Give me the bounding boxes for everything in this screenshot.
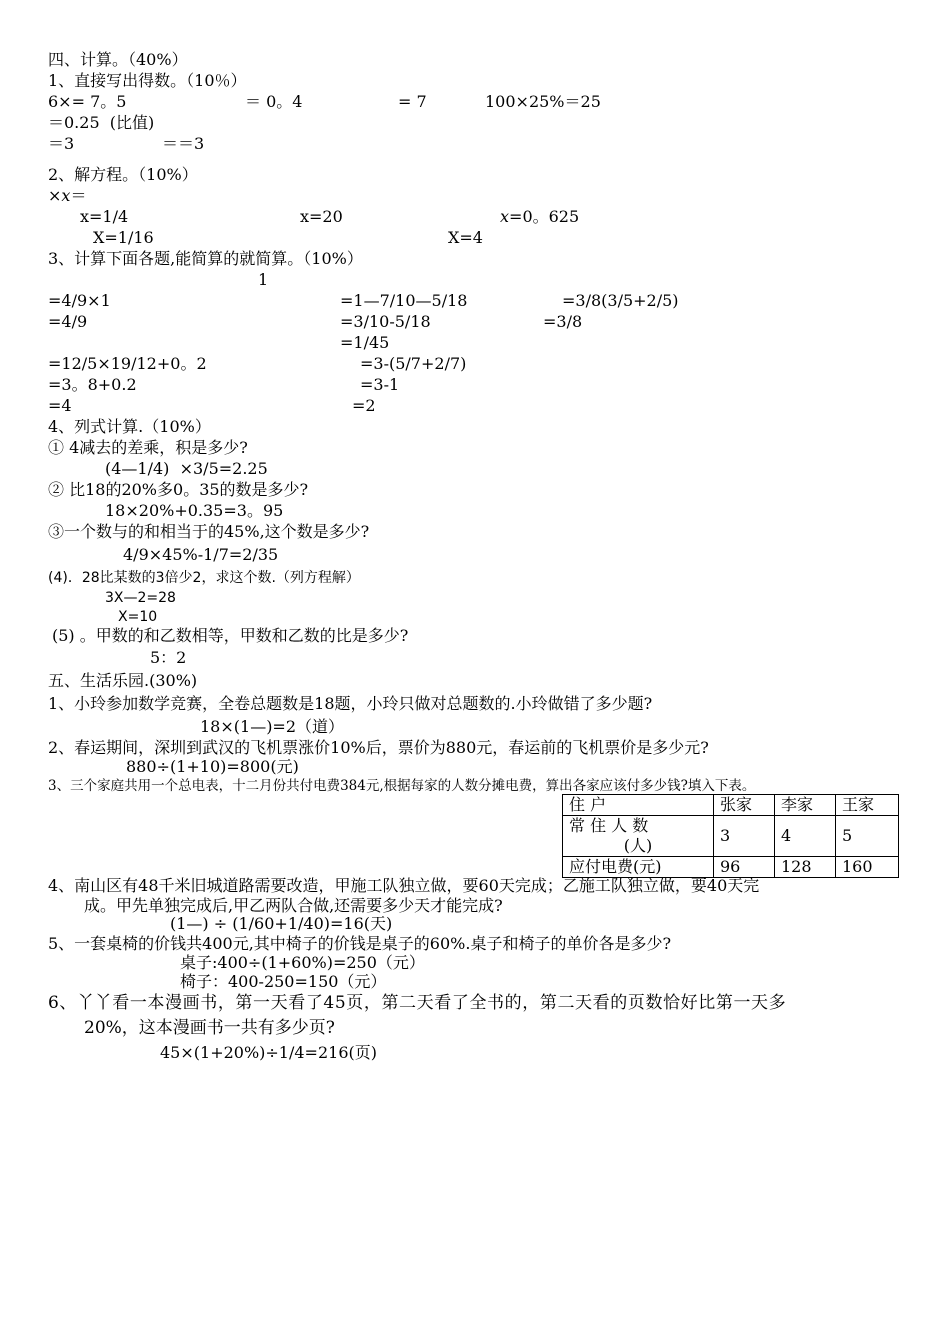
calc-line: 6×= 7。5 (48, 92, 127, 111)
answer: 椅子：400-250=150（元） (180, 972, 387, 991)
subsection-3-title: 3、计算下面各题,能简算的就简算。（10%） (48, 249, 363, 268)
equation-part: ＝ (70, 186, 87, 205)
problem: 20%，这本漫画书一共有多少页? (84, 1018, 335, 1038)
equation-line (48, 186, 86, 206)
answer: 桌子:400÷(1+60%)=250（元） (180, 953, 425, 972)
answer: 4/9×45%-1/7=2/35 (123, 545, 279, 564)
section-4-title: 四、计算。（40%） (48, 50, 188, 69)
question: (4)．28比某数的3倍少2，求这个数.（列方程解） (48, 570, 360, 586)
calc-line: 1 (258, 270, 269, 289)
problem: 5、一套桌椅的价钱共400元,其中椅子的价钱是桌子的60%.桌子和椅子的单价各是多少? (48, 934, 672, 953)
answer: 3X—2=28 (105, 590, 176, 606)
answer: 18×20%+0.35=3。95 (105, 501, 284, 520)
table-cell: 3 (714, 816, 775, 857)
electricity-fee-table (562, 794, 899, 878)
subsection-2-title: 2、解方程。（10%） (48, 165, 198, 184)
calc-line: ＝0.25 (比值) (48, 113, 155, 132)
answer: X=10 (118, 609, 158, 625)
table-header-cell: 李家 (775, 795, 836, 816)
equation-part: =0。625 (509, 207, 580, 226)
calc-line: =3/8(3/5+2/5) (562, 291, 679, 310)
problem: 3、三个家庭共用一个总电表，十二月份共付电费384元,根据每家的人数分摊电费，算出各家应该付多少钱?填入下表。 (48, 778, 756, 794)
calc-line: ＝＝3 (162, 134, 205, 153)
problem: 6、丫丫看一本漫画书，第一天看了45页，第二天看了全书的，第二天看的页数恰好比第一天多 (48, 993, 787, 1013)
table-cell: 4 (775, 816, 836, 857)
question: ① 4减去的差乘，积是多少? (48, 438, 248, 457)
table-cell: 5 (836, 816, 899, 857)
calc-line: ＝3 (48, 134, 75, 153)
calc-line: = 7 (398, 92, 427, 111)
calc-line: =3/8 (543, 312, 583, 331)
calc-line: =3-(5/7+2/7) (360, 354, 467, 373)
table-cell: 160 (836, 857, 899, 878)
table-cell: 128 (775, 857, 836, 878)
calc-line: =12/5×19/12+0。2 (48, 354, 207, 373)
question: ③一个数与的和相当于的45%,这个数是多少? (48, 522, 370, 541)
calc-line: ＝ 0。4 (245, 92, 303, 111)
answer: (1—) ÷ (1/60+1/40)=16(天) (170, 914, 393, 933)
answer: 880÷(1+10)=800(元) (126, 757, 299, 776)
table-cell: 96 (714, 857, 775, 878)
variable: x (61, 186, 71, 205)
row-label-line: (人) (623, 836, 653, 855)
answer: 5：2 (150, 648, 187, 667)
answer: (4—1/4) ×3/5=2.25 (105, 459, 268, 478)
equation-line: X=4 (448, 228, 483, 247)
problem: 4、南山区有48千米旧城道路需要改造，甲施工队独立做，要60天完成；乙施工队独立做，要40天完 (48, 876, 760, 895)
calc-line: =1—7/10—5/18 (340, 291, 468, 310)
calc-line: 100×25%＝25 (485, 92, 601, 111)
calc-line: =1/45 (340, 333, 390, 352)
calc-line: =4/9×1 (48, 291, 111, 310)
answer: 45×(1+20%)÷1/4=216(页) (160, 1043, 377, 1062)
subsection-1-title: 1、直接写出得数。（10％） (48, 71, 247, 90)
table-header-cell: 住 户 (563, 795, 714, 816)
calc-line: =4/9 (48, 312, 88, 331)
calc-line: =3-1 (360, 375, 400, 394)
table-header-cell: 张家 (714, 795, 775, 816)
answer: 18×(1—)=2（道） (200, 717, 345, 736)
question: ② 比18的20%多0。35的数是多少? (48, 480, 309, 499)
section-5-title: 五、生活乐园.(30%) (48, 671, 198, 690)
subsection-4-title: 4、列式计算.（10%） (48, 417, 211, 436)
row-label-line: 常 住 人 数 (569, 816, 649, 835)
equation-line: x=20 (300, 207, 343, 226)
calc-line: =3。8+0.2 (48, 375, 137, 394)
calc-line: =4 (48, 396, 72, 415)
calc-line: =3/10-5/18 (340, 312, 431, 331)
calc-line: =2 (352, 396, 376, 415)
equation-line: X=1/16 (93, 228, 154, 247)
problem: 成。甲先单独完成后,甲乙两队合做,还需要多少天才能完成? (84, 896, 503, 915)
table-header-cell: 王家 (836, 795, 899, 816)
problem: 1、小玲参加数学竞赛，全卷总题数是18题，小玲只做对总题数的.小玲做错了多少题? (48, 694, 653, 713)
equation-line: x=1/4 (80, 207, 129, 226)
problem: 2、春运期间，深圳到武汉的飞机票涨价10%后，票价为880元，春运前的飞机票价是多少元? (48, 738, 709, 757)
table-row-label (563, 816, 714, 857)
equation-line (500, 207, 579, 227)
question: (5) 。甲数的和乙数相等，甲数和乙数的比是多少? (52, 626, 409, 645)
table-row-label: 应付电费(元) (563, 857, 714, 878)
equation-part: × (48, 186, 62, 205)
variable: x (500, 207, 510, 226)
